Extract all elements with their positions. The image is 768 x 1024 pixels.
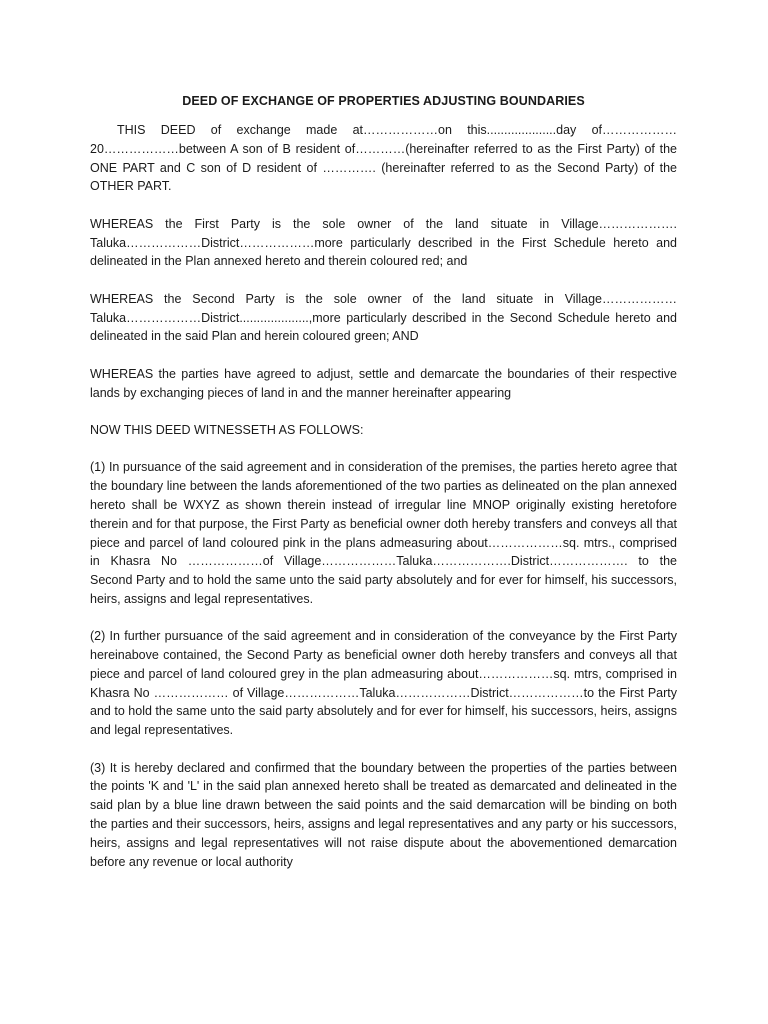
clause-3: (3) It is hereby declared and confirmed that the boundary between the properties of the parties between the points 'K and 'L' in the said plan annexed hereto shall be treated as demarcated and delineated in the said plan by a blue line drawn between the said points and the said demarcation will be binding on both the parties and their successors, heirs, assigns and legal representatives and any party or his successors, heirs, assigns and legal representatives will not raise dispute about the abovementioned demarcation before any revenue or local authority <box>90 760 677 869</box>
clause-2: (2) In further pursuance of the said agreement and in consideration of the conveyance by the First Party hereinabove contained, the Second Party as beneficial owner doth hereby transfers and conveys all that piece and parcel of land coloured grey in the plan admeasuring about………………sq. mtrs, comprised in Khasra No ……………… of Village………………Taluka………………District………………to the First Party and to hold the same unto the said party absolutely and for ever for himself, his successors, heirs, assigns and legal representatives. <box>90 629 677 738</box>
paragraph-whereas-agreement: WHEREAS the parties have agreed to adjust, settle and demarcate the boundaries of their respective lands by exchanging pieces of land in and the manner hereinafter appearing <box>90 366 677 400</box>
document-title: DEED OF EXCHANGE OF PROPERTIES ADJUSTING BOUNDARIES <box>182 94 585 108</box>
document-page <box>90 92 677 890</box>
paragraph-preamble: THIS DEED of exchange made at………………on this....................day of………………20………………between A son of B resident of…………(hereinafter referred to as the First Party) of the ONE PART and C son of D resident of …………. (hereinafter referred to as the Second Party) of the OTHER PART. <box>90 123 677 194</box>
paragraph-whereas-second-party: WHEREAS the Second Party is the sole owner of the land situate in Village………………Taluka………………District....................,more particularly described in the Second Schedule hereto and delineated in the said Plan and herein coloured green; AND <box>90 291 677 344</box>
clause-1: (1) In pursuance of the said agreement and in consideration of the premises, the parties hereto agree that the boundary line between the lands aforementioned of the two parties as delineated on the plan annexed hereto shall be WXYZ as shown therein instead of irregular line MNOP originally existing heretofore therein and for that purpose, the First Party as beneficial owner doth hereby transfers and conveys all that piece and parcel of land coloured pink in the plans admeasuring about………………sq. mtrs., comprised in Khasra No ………………of Village………………Taluka……………….District………………. to the Second Party and to hold the same unto the said party absolutely and for ever for himself, his successors, heirs, assigns and legal representatives. <box>90 460 677 606</box>
paragraph-witnesseth: NOW THIS DEED WITNESSETH AS FOLLOWS: <box>90 422 364 437</box>
paragraph-whereas-first-party: WHEREAS the First Party is the sole owner of the land situate in Village………………. Taluka………………District………………more particularly described in the First Schedule hereto and delineated in the Plan annexed hereto and therein coloured red; and <box>90 216 677 269</box>
